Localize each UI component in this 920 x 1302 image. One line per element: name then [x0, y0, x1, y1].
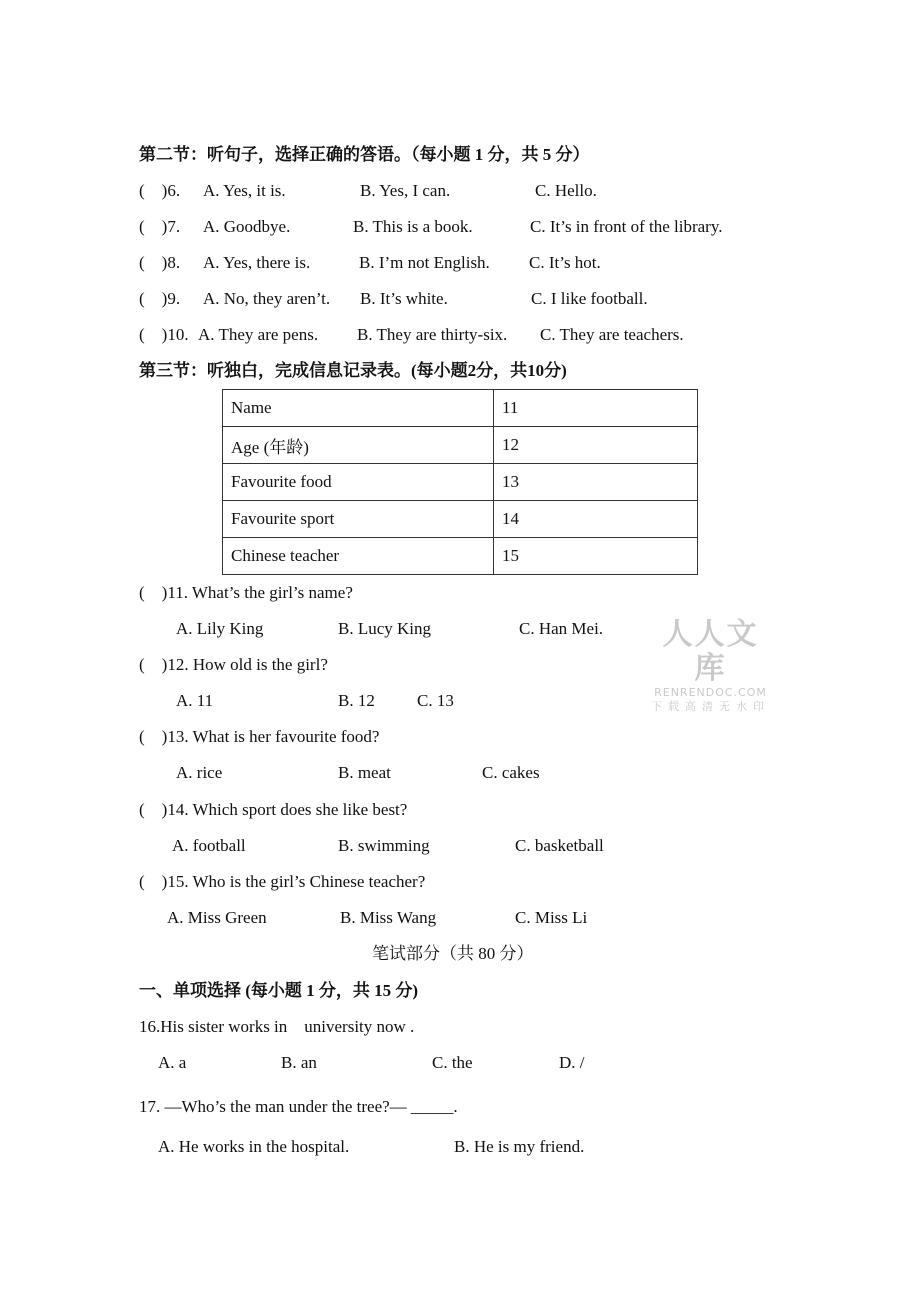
- info-record-table: [222, 389, 698, 575]
- item-number: ( )6.: [139, 181, 181, 200]
- question-stem: ( )15. Who is the girl’s Chinese teacher?: [139, 872, 426, 891]
- option-b: B. This is a book.: [353, 217, 473, 236]
- watermark-subtitle: 下载高清无水印: [651, 700, 770, 713]
- option-b: B. I’m not English.: [359, 253, 490, 272]
- option-c: C. 13: [417, 691, 454, 710]
- option-a: A. Yes, it is.: [203, 181, 286, 200]
- option-a: A. Miss Green: [167, 908, 267, 927]
- table-answer-cell: 15: [494, 538, 698, 575]
- option-c: C. I like football.: [531, 289, 648, 308]
- option-c: C. Hello.: [535, 181, 597, 200]
- watermark-title: 人人文库: [662, 617, 759, 686]
- option-d: D. /: [559, 1053, 585, 1072]
- section3-heading: 第三节：听独白，完成信息记录表。(每小题2分，共10分): [139, 361, 567, 380]
- option-a: A. rice: [176, 763, 223, 782]
- option-b: B. Miss Wang: [340, 908, 437, 927]
- option-b: B. They are thirty-six.: [357, 325, 508, 344]
- table-row: [223, 427, 698, 464]
- option-c: C. cakes: [482, 763, 540, 782]
- table-label: Name: [223, 390, 494, 427]
- option-a: A. No, they aren’t.: [203, 289, 331, 308]
- option-a: A. 11: [176, 691, 214, 710]
- option-a: A. a: [158, 1053, 187, 1072]
- question-stem: ( )11. What’s the girl’s name?: [139, 583, 353, 602]
- part1-heading: 一、单项选择 (每小题 1 分，共 15 分): [139, 981, 419, 1000]
- table-row: [223, 390, 698, 427]
- table-label: Favourite food: [223, 464, 494, 501]
- written-part-title: 笔试部分（共 80 分）: [372, 944, 534, 963]
- option-c: C. basketball: [515, 836, 604, 855]
- table-answer-cell: 12: [494, 427, 698, 464]
- table-row: [223, 538, 698, 575]
- watermark-url: RENRENDOC.COM: [654, 686, 767, 699]
- table-answer-cell: 14: [494, 501, 698, 538]
- option-c: C. It’s hot.: [529, 253, 601, 272]
- table-label: Chinese teacher: [223, 538, 494, 575]
- table-answer-cell: 11: [494, 390, 698, 427]
- option-c: C. the: [432, 1053, 473, 1072]
- table-row: [223, 464, 698, 501]
- table-label: Age (年龄): [223, 427, 494, 464]
- option-a: A. They are pens.: [198, 325, 319, 344]
- option-b: B. swimming: [338, 836, 430, 855]
- table-answer-cell: 13: [494, 464, 698, 501]
- item-number: ( )8.: [139, 253, 181, 272]
- question-stem: 17. —Who’s the man under the tree?— _____.: [139, 1097, 458, 1116]
- option-a: A. football: [172, 836, 246, 855]
- question-stem: ( )14. Which sport does she like best?: [139, 800, 408, 819]
- item-number: ( )9.: [139, 289, 181, 308]
- table-row: [223, 501, 698, 538]
- option-c: C. It’s in front of the library.: [530, 217, 723, 236]
- option-b: B. Yes, I can.: [360, 181, 451, 200]
- option-b: B. Lucy King: [338, 619, 432, 638]
- item-number: ( )10.: [139, 325, 189, 344]
- option-b: B. meat: [338, 763, 391, 782]
- option-b: B. 12: [338, 691, 375, 710]
- table-label: Favourite sport: [223, 501, 494, 538]
- option-b: B. He is my friend.: [454, 1137, 585, 1156]
- watermark-logo: [648, 618, 773, 714]
- option-a: A. Goodbye.: [203, 217, 291, 236]
- option-a: A. Yes, there is.: [203, 253, 311, 272]
- item-number: ( )7.: [139, 217, 181, 236]
- option-b: B. It’s white.: [360, 289, 448, 308]
- question-stem: ( )13. What is her favourite food?: [139, 727, 380, 746]
- option-c: C. Miss Li: [515, 908, 588, 927]
- section2-heading: 第二节：听句子，选择正确的答语。（每小题 1 分，共 5 分）: [139, 145, 590, 164]
- question-stem: 16.His sister works in university now .: [139, 1017, 415, 1036]
- option-a: A. He works in the hospital.: [158, 1137, 350, 1156]
- option-a: A. Lily King: [176, 619, 264, 638]
- option-c: C. They are teachers.: [540, 325, 684, 344]
- option-b: B. an: [281, 1053, 317, 1072]
- option-c: C. Han Mei.: [519, 619, 604, 638]
- question-stem: ( )12. How old is the girl?: [139, 655, 328, 674]
